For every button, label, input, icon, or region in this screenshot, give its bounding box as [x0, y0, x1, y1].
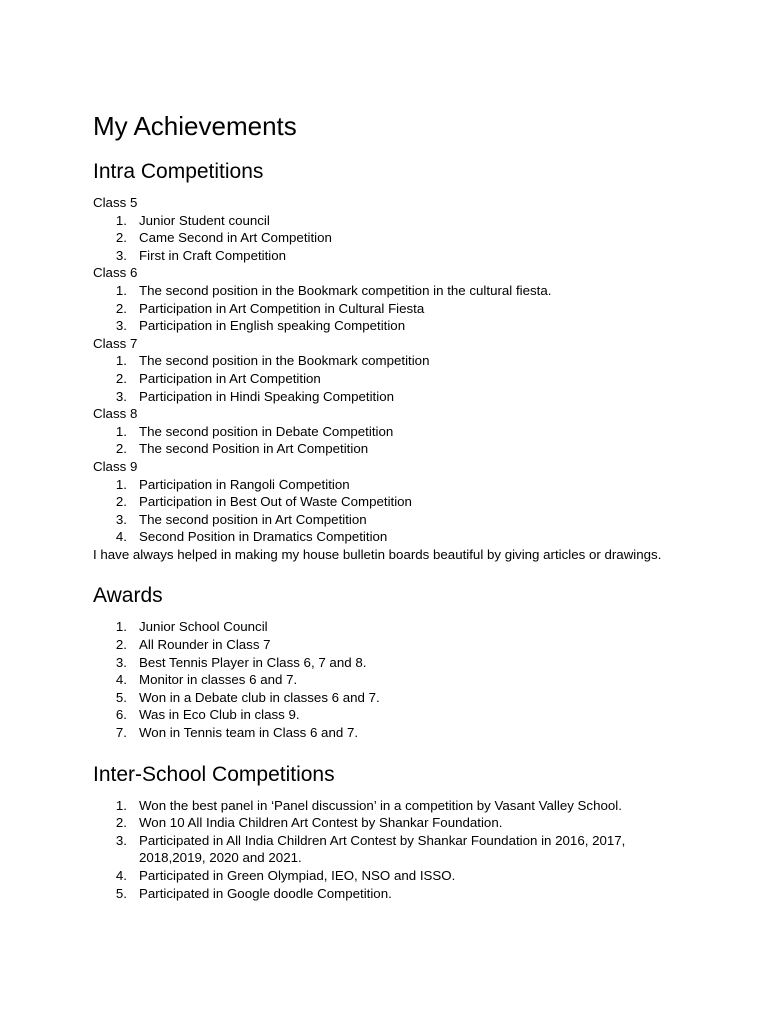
bulletin-note: I have always helped in making my house bulletin boards beautiful by giving articles or drawings.	[93, 546, 662, 562]
list-item: 2. Participation in Art Competition in Cultural Fiesta	[115, 300, 425, 316]
intra-heading: Intra Competitions	[93, 160, 264, 183]
list-item: 7. Won in Tennis team in Class 6 and 7.	[115, 725, 359, 741]
list-item: 2. All Rounder in Class 7	[115, 637, 271, 653]
class-9-list	[93, 476, 683, 546]
list-item: 6. Was in Eco Club in class 9.	[115, 707, 300, 723]
class-label: Class 7	[93, 335, 138, 351]
list-item: 4. Monitor in classes 6 and 7.	[115, 672, 298, 688]
class-6-list	[93, 282, 683, 335]
inter-heading: Inter-School Competitions	[93, 762, 335, 786]
list-item: 1. Junior School Council	[115, 619, 268, 635]
list-item: 1. The second position in Debate Competition	[115, 423, 394, 439]
list-item: 1. Participation in Rangoli Competition	[115, 476, 350, 492]
list-item: 3. Best Tennis Player in Class 6, 7 and 8.	[115, 654, 367, 670]
list-item: 3. Participation in English speaking Competition	[115, 318, 406, 334]
document-content	[93, 108, 683, 902]
class-label: Class 5	[93, 195, 138, 210]
list-item: 2. Won 10 All India Children Art Contest by Shankar Foundation.	[115, 815, 503, 831]
list-item: 1. Junior Student council	[115, 212, 270, 228]
class-label: Class 6	[93, 265, 138, 281]
list-item: 3. Participation in Hindi Speaking Competition	[115, 388, 394, 404]
list-item: 2. Participation in Art Competition	[115, 370, 321, 386]
list-item: 1. The second position in the Bookmark competition	[115, 353, 430, 369]
list-item: 2. The second Position in Art Competition	[115, 441, 369, 457]
class-label: Class 9	[93, 458, 138, 474]
inter-list	[93, 797, 683, 903]
list-item: 3. The second position in Art Competition	[115, 511, 367, 527]
list-item: 1. The second position in the Bookmark competition in the cultural fiesta.	[115, 282, 552, 298]
list-item: 3. First in Craft Competition	[115, 247, 287, 263]
class-label: Class 8	[93, 406, 138, 422]
list-item: 3. Participated in All India Children Art Contest by Shankar Foundation in 2016, 2017, 2018,2019, 2020 and 2021.	[115, 832, 626, 866]
list-item: 1. Won the best panel in ‘Panel discussion’ in a competition by Vasant Valley School.	[115, 797, 622, 813]
list-item: 2. Came Second in Art Competition	[115, 230, 332, 246]
awards-heading: Awards	[93, 584, 163, 608]
class-5-list	[93, 212, 683, 265]
list-item: 4. Second Position in Dramatics Competition	[115, 529, 388, 545]
list-item: 4. Participated in Green Olympiad, IEO, NSO and ISSO.	[115, 868, 456, 883]
class-8-list	[93, 423, 683, 458]
list-item: 5. Won in a Debate club in classes 6 and 7.	[115, 689, 380, 705]
awards-list	[93, 618, 683, 741]
intra-section	[93, 194, 683, 563]
class-7-list	[93, 352, 683, 405]
page-title: My Achievements	[93, 111, 297, 141]
list-item: 2. Participation in Best Out of Waste Competition	[115, 494, 412, 510]
list-item: 5. Participated in Google doodle Competition.	[115, 885, 392, 901]
